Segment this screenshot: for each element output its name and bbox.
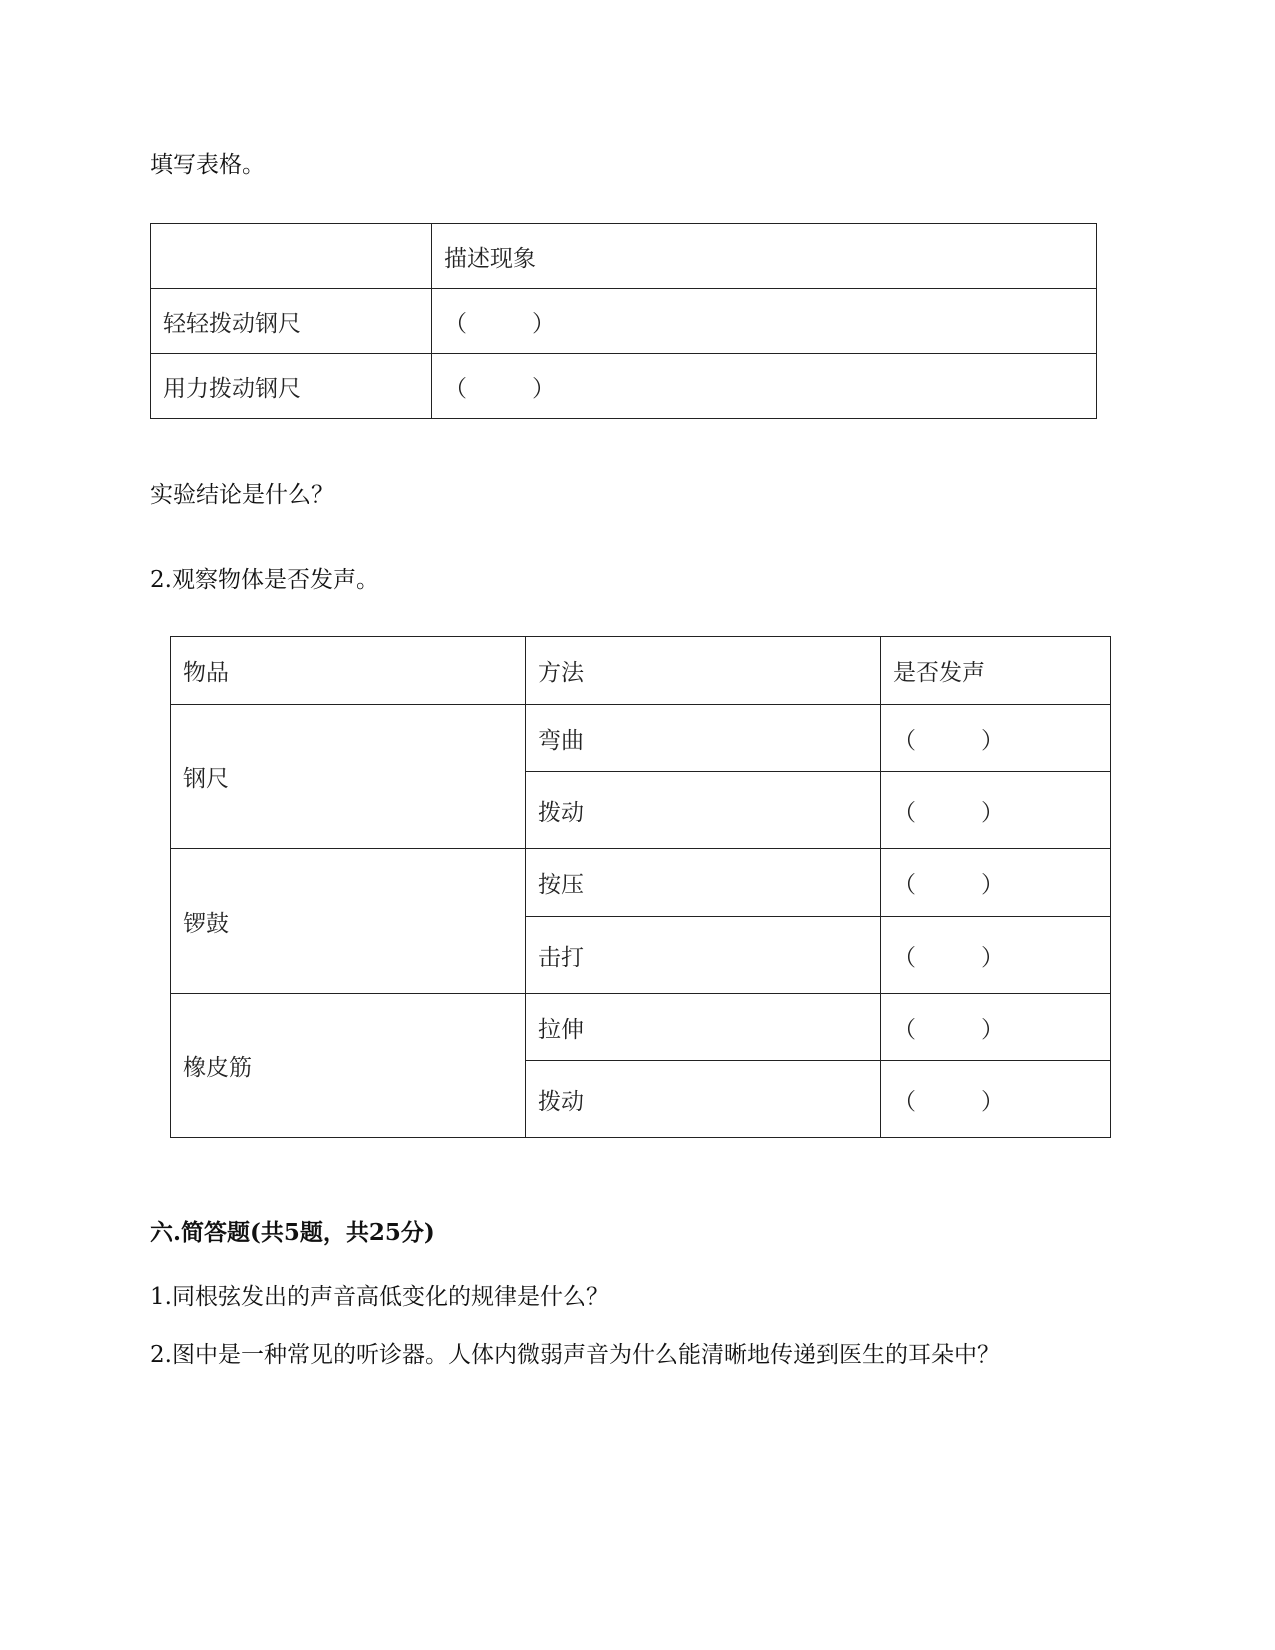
- table-cell-action: 用力拨动钢尺: [151, 354, 432, 419]
- conclusion-question: 实验结论是什么？: [150, 482, 334, 508]
- table-row: [171, 849, 1111, 917]
- question-2: 2.图中是一种常见的听诊器。人体内微弱声音为什么能清晰地传递到医生的耳朵中？: [150, 1342, 1000, 1368]
- table-cell-method: 拉伸: [526, 994, 881, 1061]
- observe-sound-title: 2.观察物体是否发声。: [150, 567, 379, 593]
- table-row: [171, 637, 1111, 705]
- table-cell-item: 橡皮筋: [171, 994, 526, 1138]
- table-header-cell: 描述现象: [432, 224, 1097, 289]
- answer-blank[interactable]: （ ）: [432, 289, 1097, 354]
- answer-blank[interactable]: （ ）: [881, 772, 1111, 849]
- table-header-cell: 物品: [171, 637, 526, 705]
- table-row: [151, 224, 1097, 289]
- table-header-cell: 是否发声: [881, 637, 1111, 705]
- answer-blank[interactable]: （ ）: [881, 705, 1111, 772]
- table-header-cell: 方法: [526, 637, 881, 705]
- answer-blank[interactable]: （ ）: [432, 354, 1097, 419]
- answer-blank[interactable]: （ ）: [881, 849, 1111, 917]
- table-row: [171, 994, 1111, 1061]
- table-cell-method: 弯曲: [526, 705, 881, 772]
- sound-observation-table: [170, 636, 1111, 1138]
- table-row: [151, 354, 1097, 419]
- table-row: [171, 705, 1111, 772]
- table-cell-method: 拨动: [526, 1061, 881, 1138]
- question-1: 1.同根弦发出的声音高低变化的规律是什么？: [150, 1284, 609, 1310]
- table-row: [151, 289, 1097, 354]
- table-cell-method: 击打: [526, 917, 881, 994]
- answer-blank[interactable]: （ ）: [881, 917, 1111, 994]
- answer-blank[interactable]: （ ）: [881, 1061, 1111, 1138]
- answer-blank[interactable]: （ ）: [881, 994, 1111, 1061]
- table-cell-item: 钢尺: [171, 705, 526, 849]
- ruler-phenomenon-table: [150, 223, 1097, 419]
- table-cell-method: 拨动: [526, 772, 881, 849]
- short-answer-heading: 六.简答题(共5题，共25分): [150, 1219, 435, 1246]
- table-cell-item: 锣鼓: [171, 849, 526, 994]
- table-cell-method: 按压: [526, 849, 881, 917]
- table-cell-action: 轻轻拨动钢尺: [151, 289, 432, 354]
- fill-table-instruction: 填写表格。: [150, 152, 265, 178]
- table-header-cell: [151, 224, 432, 289]
